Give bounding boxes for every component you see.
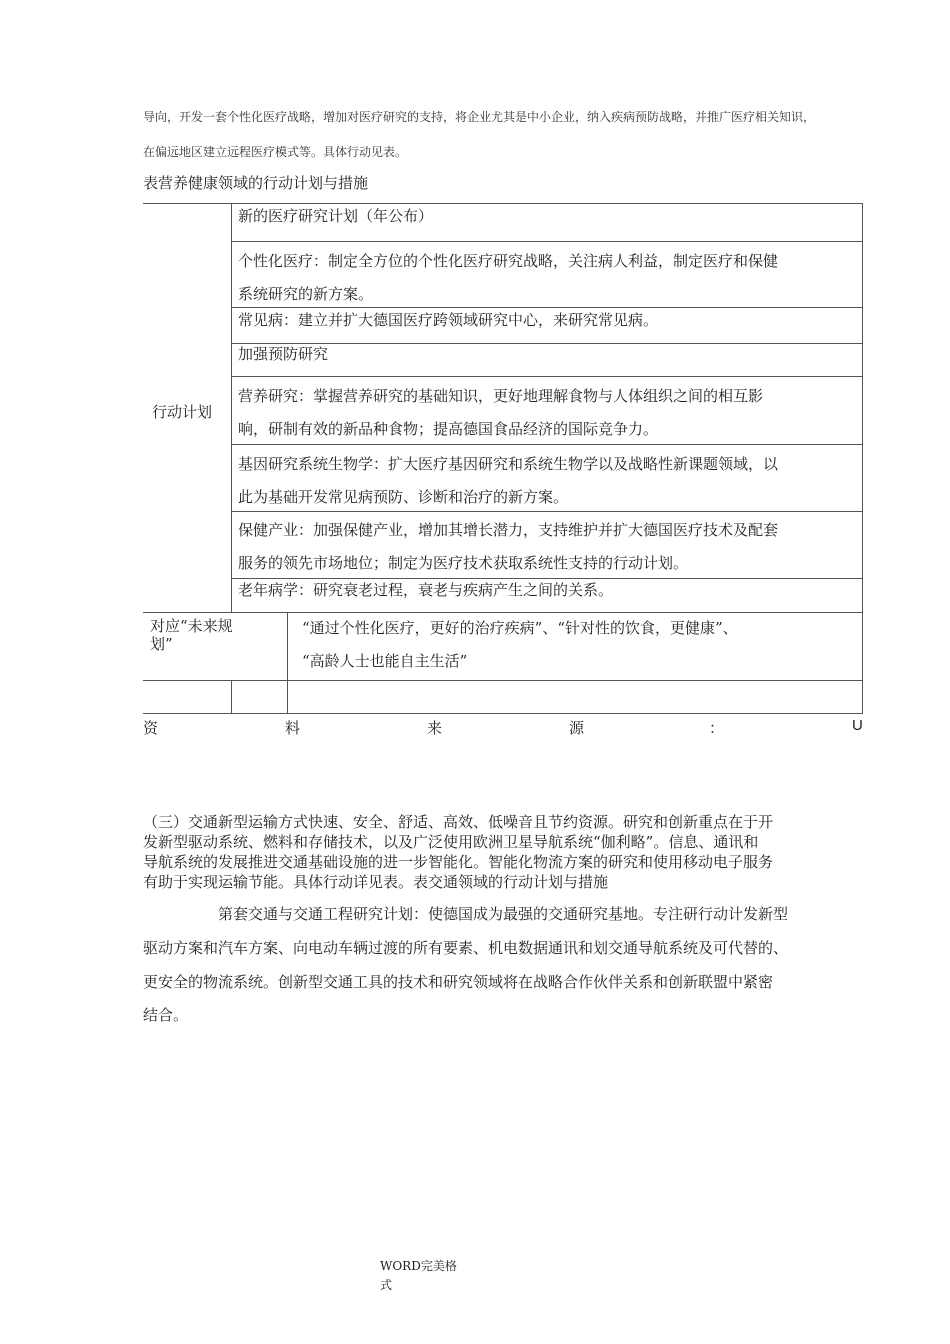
footer-line-1: WORD完美格 <box>380 1259 457 1273</box>
cell-line: 老年病学：研究衰老过程，衰老与疾病产生之间的关系。 <box>238 581 614 599</box>
table-cell <box>238 514 778 580</box>
future-plan-label <box>150 617 233 653</box>
section4-line-2: 驱动方案和汽车方案、向电动车辆过渡的所有要素、机电数据通讯和划交通导航系统及可代替的、 <box>143 939 789 957</box>
cell-line: 服务的领先市场地位；制定为医疗技术获取系统性支持的行动计划。 <box>238 554 689 572</box>
source-char: ： <box>709 719 725 737</box>
cell-line: 系统研究的新方案。 <box>238 285 374 303</box>
table-cell <box>238 380 763 446</box>
table-caption: 表营养健康领域的行动计划与措施 <box>143 174 369 192</box>
cell-line: 个性化医疗：制定全方位的个性化医疗研究战略，关注病人利益，制定医疗和保健 <box>238 252 779 270</box>
source-char: 资 <box>143 719 159 737</box>
section3-line-1: （三）交通新型运输方式快速、安全、舒适、高效、低噪音且节约资源。研究和创新重点在于开 <box>143 813 774 831</box>
table-cell <box>238 574 613 607</box>
future-text-line: “高龄人士也能自主生活” <box>302 652 468 670</box>
source-char: 料 <box>285 719 301 737</box>
source-char: U <box>852 717 863 734</box>
section4-line-4: 结合。 <box>143 1006 189 1024</box>
table-cell <box>238 304 658 337</box>
section3-line-4: 有助于实现运输节能。具体行动详见表。表交通领域的行动计划与措施 <box>143 873 609 891</box>
future-text-line: “通过个性化医疗，更好的治疗疾病”、“针对性的饮食，更健康”、 <box>302 619 738 637</box>
source-char: 源 <box>569 719 585 737</box>
section4-line-1: 第套交通与交通工程研究计划：使德国成为最强的交通研究基地。专注研行动计发新型 <box>218 905 789 923</box>
future-plan-text <box>302 612 738 678</box>
section4-line-3: 更安全的物流系统。创新型交通工具的技术和研究领域将在战略合作伙伴关系和创新联盟中紧密 <box>143 973 774 991</box>
section3-line-3: 导航系统的发展推进交通基础设施的进一步智能化。智能化物流方案的研究和使用移动电子服务 <box>143 853 774 871</box>
section3-line-2: 发新型驱动系统、燃料和存储技术，以及广泛使用欧洲卫星导航系统“伽利略”。信息、通讯和 <box>143 833 759 851</box>
future-label-line: 对应“未来规 <box>150 617 233 635</box>
source-char: 来 <box>427 719 443 737</box>
table-cell <box>238 245 778 311</box>
cell-line: 新的医疗研究计划（年公布） <box>238 207 434 225</box>
future-label-line: 划” <box>150 635 173 653</box>
table-cell <box>238 200 433 233</box>
row-label-action-plan: 行动计划 <box>152 403 213 421</box>
cell-line: 响，研制有效的新品种食物；提高德国食品经济的国际竞争力。 <box>238 420 659 438</box>
cell-line: 营养研究：掌握营养研究的基础知识，更好地理解食物与人体组织之间的相互影 <box>238 387 764 405</box>
table-cell <box>238 338 328 371</box>
cell-line: 保健产业：加强保健产业，增加其增长潜力，支持维护并扩大德国医疗技术及配套 <box>238 521 779 539</box>
cell-line: 此为基础开发常见病预防、诊断和治疗的新方案。 <box>238 488 569 506</box>
footer-line-2: 式 <box>380 1278 393 1292</box>
cell-line: 常见病：建立并扩大德国医疗跨领域研究中心，来研究常见病。 <box>238 311 659 329</box>
intro-line-1: 导向，开发一套个性化医疗战略，增加对医疗研究的支持，将企业尤其是中小企业，纳入疾病预防战略，并推广医疗相关知识， <box>143 110 816 124</box>
cell-line: 加强预防研究 <box>238 345 329 363</box>
intro-line-2: 在偏远地区建立远程医疗模式等。具体行动见表。 <box>143 145 408 159</box>
cell-line: 基因研究系统生物学：扩大医疗基因研究和系统生物学以及战略性新课题领域，以 <box>238 455 779 473</box>
table-cell <box>238 448 778 514</box>
